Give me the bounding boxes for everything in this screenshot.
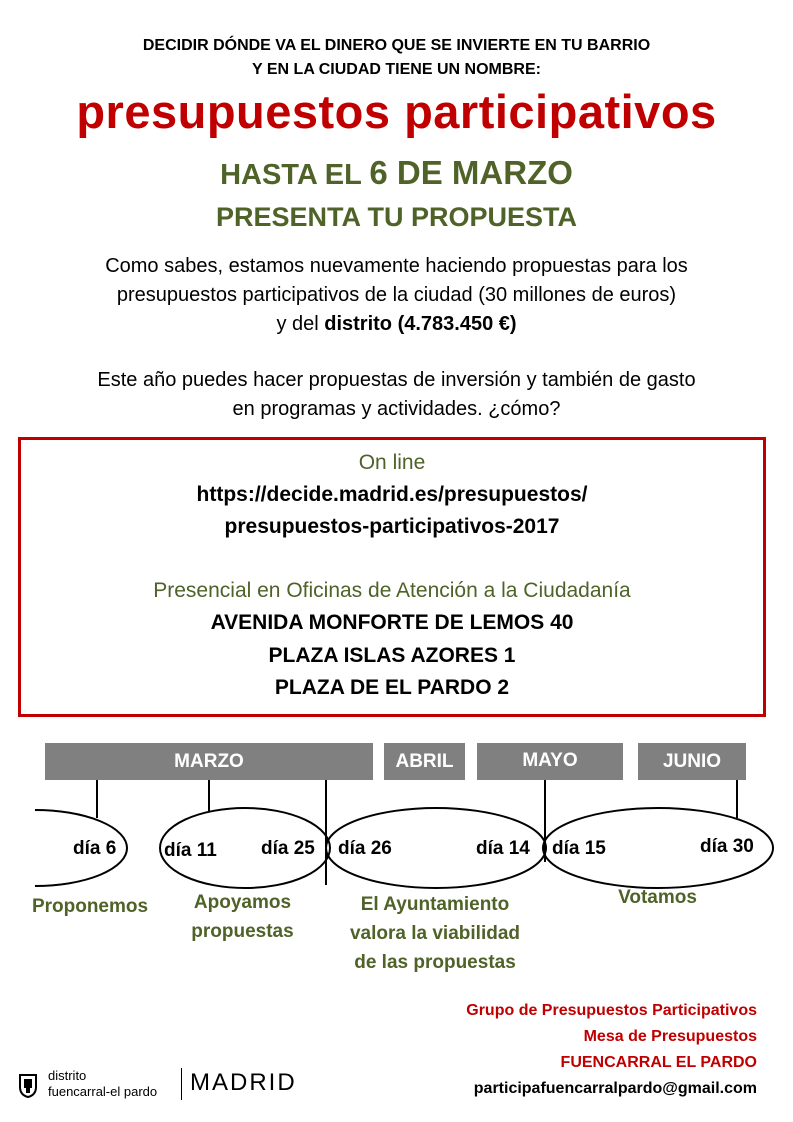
phase-proponemos: Proponemos xyxy=(31,896,149,917)
day-label-25: día 25 xyxy=(261,838,315,859)
day-label-11: día 11 xyxy=(164,840,217,861)
city-name: MADRID xyxy=(190,1069,297,1096)
day-label-15: día 15 xyxy=(552,838,606,859)
url-line-2[interactable]: presupuestos-participativos-2017 xyxy=(224,515,560,538)
intro-line-2: Y EN LA CIUDAD TIENE UN NOMBRE: xyxy=(252,61,541,78)
day-label-26: día 26 xyxy=(338,838,392,859)
phase-votamos: Votamos xyxy=(618,887,697,908)
address-1: AVENIDA MONFORTE DE LEMOS 40 xyxy=(210,611,574,634)
month-junio: JUNIO xyxy=(638,743,746,780)
day-label-30: día 30 xyxy=(700,836,754,857)
phase-viabilidad-line-2: valora la viabilidad xyxy=(349,923,521,944)
description-line-2: presupuestos participativos de la ciudad (30 millones de euros) xyxy=(116,284,677,306)
address-2: PLAZA ISLAS AZORES 1 xyxy=(268,644,516,667)
page-title: presupuestos participativos xyxy=(76,85,717,138)
footer-contact xyxy=(466,998,757,1102)
intro-line-1: DECIDIR DÓNDE VA EL DINERO QUE SE INVIERTE EN TU BARRIO xyxy=(142,37,651,54)
month-mayo: MAYO xyxy=(477,743,623,780)
description-line-3-prefix: y del xyxy=(276,313,319,335)
inperson-label: Presencial en Oficinas de Atención a la Ciudadanía xyxy=(153,579,631,602)
call-to-action: PRESENTA TU PROPUESTA xyxy=(215,202,578,232)
deadline-prefix: HASTA EL xyxy=(220,159,362,191)
url-line-1[interactable]: https://decide.madrid.es/presupuestos/ xyxy=(196,483,588,506)
day-label-6: día 6 xyxy=(73,838,117,859)
address-3: PLAZA DE EL PARDO 2 xyxy=(274,676,510,699)
month-abril: ABRIL xyxy=(384,743,465,780)
online-label: On line xyxy=(358,451,426,474)
description-line-1: Como sabes, estamos nuevamente haciendo propuestas para los xyxy=(105,255,688,277)
madrid-coat-of-arms-icon xyxy=(18,1072,38,1098)
phase-viabilidad-line-1: El Ayuntamiento xyxy=(360,894,510,915)
month-marzo: MARZO xyxy=(45,743,373,780)
district-line-1: distrito xyxy=(48,1068,87,1083)
footer-email[interactable]: participafuencarralpardo@gmail.com xyxy=(473,1080,757,1097)
deadline-date: 6 DE MARZO xyxy=(369,154,573,191)
footer-line-1: Grupo de Presupuestos Participativos xyxy=(466,1002,757,1019)
description-line-5: en programas y actividades. ¿cómo? xyxy=(232,398,561,420)
phase-apoyamos xyxy=(170,888,315,946)
district-line-2: fuencarral-el pardo xyxy=(48,1084,158,1099)
district-name xyxy=(48,1068,157,1100)
footer-line-2: Mesa de Presupuestos xyxy=(583,1028,757,1045)
description-line-4: Este año puedes hacer propuestas de inversión y también de gasto xyxy=(97,369,696,391)
phase-apoyamos-line-1: Apoyamos xyxy=(193,892,292,913)
logo-divider xyxy=(181,1068,182,1100)
day-label-14: día 14 xyxy=(476,838,530,859)
phase-apoyamos-line-2: propuestas xyxy=(191,921,294,942)
district-budget: distrito (4.783.450 €) xyxy=(324,313,517,335)
phase-viabilidad xyxy=(325,890,545,977)
footer-line-3: FUENCARRAL EL PARDO xyxy=(560,1054,757,1071)
phase-viabilidad-line-3: de las propuestas xyxy=(354,952,516,973)
